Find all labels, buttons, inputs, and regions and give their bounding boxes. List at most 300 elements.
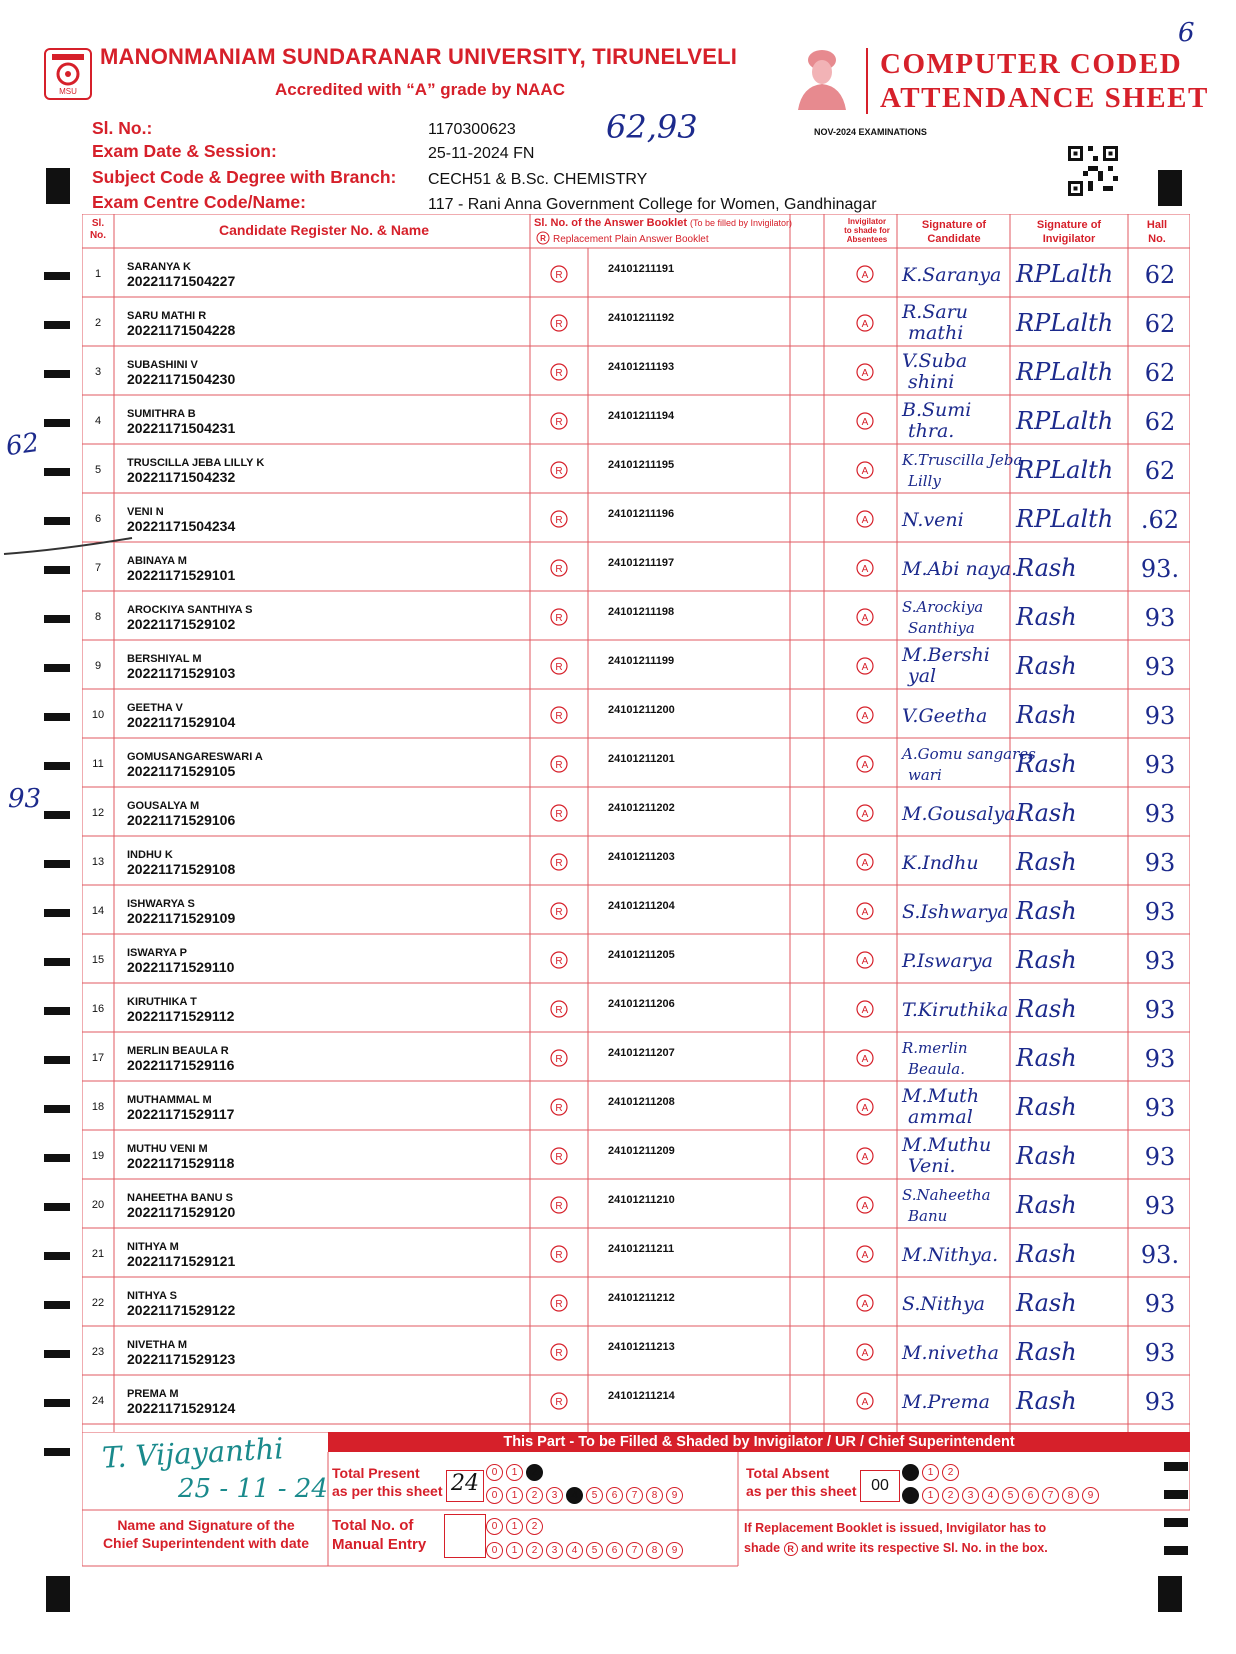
hall-number: 62 <box>1144 310 1176 338</box>
col-header-hall-2: No. <box>1148 233 1166 245</box>
exam-date-value: 25-11-2024 FN <box>428 145 535 162</box>
hall-number: 93 <box>1144 751 1176 779</box>
candidate-signature: K.Saranya <box>902 264 1002 286</box>
absent-bubble[interactable] <box>857 1344 873 1360</box>
replacement-bubble-label: R <box>555 760 563 771</box>
corner-mark-top-right <box>1158 170 1182 206</box>
absent-bubble[interactable] <box>857 707 873 723</box>
absent-bubble[interactable] <box>857 462 873 478</box>
register-number: 20221171529123 <box>127 1351 236 1367</box>
candidate-signature: M.Nithya. <box>902 1244 999 1266</box>
invigilator-signature: Rash <box>1016 554 1077 582</box>
invigilator-signature: RPLalth <box>1016 505 1114 533</box>
timing-mark <box>44 1007 70 1015</box>
replacement-bubble[interactable] <box>551 1295 567 1311</box>
examination-label: NOV-2024 EXAMINATIONS <box>814 127 927 137</box>
candidate-signature: R.Saru <box>902 301 969 323</box>
booklet-number: 24101211196 <box>608 508 675 520</box>
absent-bubble[interactable] <box>857 1295 873 1311</box>
hall-number: 62 <box>1144 408 1176 436</box>
row-sl-no: 10 <box>91 709 105 721</box>
timing-mark <box>44 1301 70 1309</box>
candidate-name: INDHU K <box>127 849 173 861</box>
timing-mark <box>44 1154 70 1162</box>
candidate-name: NITHYA S <box>127 1290 177 1302</box>
table-row <box>92 1186 1175 1225</box>
digit-bubble[interactable]: 0 <box>902 1464 919 1481</box>
replacement-note-text2: and write its respective Sl. No. in the box. <box>801 1541 1048 1555</box>
timing-mark <box>44 1203 70 1211</box>
header-divider <box>866 48 868 114</box>
register-number: 20221171504232 <box>127 469 236 485</box>
invigilator-signature: RPLalth <box>1016 309 1114 337</box>
present-units-bubbles <box>486 1485 686 1504</box>
timing-mark <box>44 811 70 819</box>
digit-bubble[interactable]: 4 <box>566 1487 583 1504</box>
replacement-bubble-label: R <box>555 956 563 967</box>
timing-mark <box>44 1252 70 1260</box>
digit-bubble[interactable]: 2 <box>942 1487 959 1504</box>
founder-portrait <box>792 44 852 110</box>
candidate-signature: M.Prema <box>902 1391 990 1413</box>
replacement-bubble[interactable] <box>551 707 567 723</box>
register-number: 20221171529112 <box>127 1008 235 1024</box>
register-number: 20221171529122 <box>127 1302 236 1318</box>
replacement-bubble-label: R <box>555 319 563 330</box>
candidate-signature: V.Geetha <box>902 705 988 727</box>
replacement-bubble[interactable] <box>551 1197 567 1213</box>
digit-bubble[interactable]: 4 <box>566 1542 583 1559</box>
col-header-sigc-2: Candidate <box>927 233 981 245</box>
timing-mark <box>44 762 70 770</box>
candidate-name: MUTHAMMAL M <box>127 1094 212 1106</box>
digit-bubble[interactable]: 9 <box>666 1542 683 1559</box>
total-present-label: Total Present as per this sheet <box>332 1465 443 1499</box>
absent-bubble-label: A <box>861 809 869 820</box>
timing-mark <box>44 909 70 917</box>
replacement-bubble-label: R <box>555 662 563 673</box>
replacement-bubble[interactable] <box>551 854 567 870</box>
booklet-number: 24101211201 <box>608 753 675 765</box>
invigilator-signature: RPLalth <box>1016 407 1114 435</box>
register-number: 20221171529103 <box>127 665 236 681</box>
digit-bubble[interactable]: 8 <box>646 1487 663 1504</box>
booklet-number: 24101211214 <box>608 1390 675 1402</box>
digit-bubble[interactable]: 0 <box>902 1487 919 1504</box>
candidate-name: SARANYA K <box>127 261 191 273</box>
digit-bubble[interactable]: 8 <box>646 1542 663 1559</box>
absent-bubble[interactable] <box>857 413 873 429</box>
digit-bubble[interactable]: 6 <box>606 1542 623 1559</box>
candidate-name: ABINAYA M <box>127 555 187 567</box>
candidate-name: GEETHA V <box>127 702 183 714</box>
row-sl-no: 4 <box>94 415 102 427</box>
total-absent-label: Total Absent as per this sheet <box>746 1465 857 1499</box>
invigilator-signature: Rash <box>1016 848 1077 876</box>
digit-bubble[interactable]: 2 <box>526 1542 543 1559</box>
digit-bubble[interactable]: 9 <box>666 1487 683 1504</box>
replacement-bubble[interactable] <box>551 315 567 331</box>
absent-bubble-label: A <box>861 1005 869 1016</box>
replacement-bubble-label: R <box>555 1103 563 1114</box>
table-row <box>92 1240 1179 1269</box>
invigilator-signature: Rash <box>1016 1142 1077 1170</box>
digit-bubble[interactable]: 2 <box>526 1518 543 1535</box>
booklet-note: (To be filled by Invigilator) <box>690 218 793 228</box>
logo-text: MSU <box>59 87 77 96</box>
row-sl-no: 5 <box>94 464 102 476</box>
candidate-signature-line2: yal <box>908 665 937 687</box>
absent-bubble[interactable] <box>857 609 873 625</box>
candidate-name: GOUSALYA M <box>127 800 200 812</box>
replacement-bubble[interactable] <box>551 462 567 478</box>
page-number: 6 <box>1178 18 1195 48</box>
digit-bubble[interactable]: 1 <box>922 1464 939 1481</box>
absent-tens-bubbles <box>902 1462 962 1481</box>
absent-bubble[interactable] <box>857 266 873 282</box>
subject-label: Subject Code & Degree with Branch: <box>92 167 397 187</box>
hall-number: 62 <box>1144 261 1176 289</box>
booklet-number: 24101211207 <box>608 1047 675 1059</box>
absent-bubble[interactable] <box>857 903 873 919</box>
table-row <box>95 598 1175 637</box>
booklet-number: 24101211198 <box>608 606 675 618</box>
booklet-number: 24101211209 <box>608 1145 675 1157</box>
invigilator-signature: RPLalth <box>1016 260 1114 288</box>
candidate-signature: K.Indhu <box>902 852 979 874</box>
absent-bubble[interactable] <box>857 315 873 331</box>
replacement-bubble[interactable] <box>551 1050 567 1066</box>
absent-units-bubbles <box>902 1485 1102 1504</box>
col-header-sigi-1: Signature of <box>1036 219 1102 231</box>
timing-mark <box>44 272 70 280</box>
hall-number: 93 <box>1144 1143 1176 1171</box>
booklet-number: 24101211202 <box>608 802 675 814</box>
register-number: 20221171529109 <box>127 910 236 926</box>
candidate-signature: R.merlin <box>902 1039 968 1057</box>
absent-bubble[interactable] <box>857 854 873 870</box>
booklet-number: 24101211213 <box>608 1341 675 1353</box>
row-sl-no: 6 <box>94 513 102 525</box>
replacement-bubble[interactable] <box>551 756 567 772</box>
candidate-signature-line2: Banu <box>908 1207 948 1225</box>
timing-mark <box>44 321 70 329</box>
row-sl-no: 11 <box>92 758 104 770</box>
booklet-number: 24101211211 <box>608 1243 675 1255</box>
digit-bubble[interactable]: 6 <box>1022 1487 1039 1504</box>
absent-bubble[interactable] <box>857 364 873 380</box>
candidate-signature: S.Naheetha <box>902 1186 991 1204</box>
digit-bubble[interactable]: 2 <box>526 1464 543 1481</box>
absent-bubble[interactable] <box>857 1393 873 1409</box>
digit-bubble[interactable]: 3 <box>962 1487 979 1504</box>
candidate-signature: V.Suba <box>902 350 968 372</box>
digit-bubble[interactable]: 1 <box>506 1464 523 1481</box>
digit-bubble[interactable]: 3 <box>546 1542 563 1559</box>
timing-mark <box>44 713 70 721</box>
row-sl-no: 3 <box>94 366 102 378</box>
candidate-name: KIRUTHIKA T <box>127 996 197 1008</box>
margin-note-62: 62 <box>4 427 42 463</box>
attendance-table <box>82 214 1190 1432</box>
digit-bubble[interactable]: 0 <box>486 1487 503 1504</box>
timing-mark <box>44 468 70 476</box>
booklet-number: 24101211206 <box>608 998 675 1010</box>
absent-bubble[interactable] <box>857 1050 873 1066</box>
manual-entry-box <box>444 1514 486 1558</box>
hall-number: 93 <box>1144 604 1176 632</box>
digit-bubble[interactable]: 8 <box>1062 1487 1079 1504</box>
timing-mark <box>44 615 70 623</box>
digit-bubble[interactable]: 1 <box>506 1542 523 1559</box>
digit-bubble[interactable]: 6 <box>606 1487 623 1504</box>
row-sl-no: 9 <box>94 660 102 672</box>
exam-date-label: Exam Date & Session: <box>92 141 277 161</box>
chief-label: Name and Signature of the Chief Superintendent with date <box>102 1517 310 1551</box>
university-logo <box>44 48 92 100</box>
hall-number: 93 <box>1144 1045 1176 1073</box>
table-row <box>95 644 1175 687</box>
replacement-bubble[interactable] <box>551 413 567 429</box>
register-number: 20221171529104 <box>127 714 236 730</box>
candidate-name: MERLIN BEAULA R <box>127 1045 229 1057</box>
col-header-sigc-1: Signature of <box>921 219 987 231</box>
invigilator-signature: Rash <box>1016 1044 1077 1072</box>
digit-bubble[interactable]: 5 <box>586 1487 603 1504</box>
replacement-bubble-label: R <box>555 466 563 477</box>
absent-bubble[interactable] <box>857 805 873 821</box>
register-number: 20221171529124 <box>127 1400 236 1416</box>
col-header-absent-2: to shade for <box>844 226 890 235</box>
replacement-bubble[interactable] <box>551 1148 567 1164</box>
digit-bubble[interactable]: 0 <box>486 1542 503 1559</box>
timing-mark <box>44 1350 70 1358</box>
row-sl-no: 2 <box>94 317 102 329</box>
row-sl-no: 12 <box>91 807 105 819</box>
digit-bubble[interactable]: 1 <box>506 1518 523 1535</box>
hall-number: 93 <box>1144 702 1176 730</box>
invigilator-signature: Rash <box>1016 1338 1077 1366</box>
digit-bubble[interactable]: 5 <box>586 1542 603 1559</box>
col-header-absent-1: Invigilator <box>847 217 887 226</box>
margin-note-93: 93 <box>8 784 42 814</box>
timing-mark <box>44 517 70 525</box>
register-number: 20221171529105 <box>127 763 236 779</box>
digit-bubble[interactable]: 1 <box>922 1487 939 1504</box>
candidate-signature-line2: Veni. <box>908 1155 956 1177</box>
absent-bubble[interactable] <box>857 658 873 674</box>
col-header-sigi-2: Invigilator <box>1042 233 1096 245</box>
digit-bubble[interactable]: 7 <box>626 1542 643 1559</box>
col-header-sl-line1: Sl. <box>91 218 105 229</box>
row-sl-no: 16 <box>91 1003 105 1015</box>
candidate-name: TRUSCILLA JEBA LILLY K <box>127 457 265 469</box>
absent-bubble-label: A <box>861 1103 869 1114</box>
digit-bubble[interactable]: 2 <box>942 1464 959 1481</box>
digit-bubble[interactable]: 9 <box>1082 1487 1099 1504</box>
absent-bubble[interactable] <box>857 1001 873 1017</box>
candidate-signature: K.Truscilla Jeba <box>902 451 1023 469</box>
row-sl-no: 15 <box>91 954 105 966</box>
absent-bubble[interactable] <box>857 560 873 576</box>
absent-bubble-label: A <box>861 858 869 869</box>
col-header-hall-1: Hall <box>1146 219 1168 231</box>
replacement-bubble[interactable] <box>551 1344 567 1360</box>
absent-bubble[interactable] <box>857 756 873 772</box>
invigilator-signature: Rash <box>1016 603 1077 631</box>
replacement-bubble-label: R <box>555 613 563 624</box>
absent-bubble[interactable] <box>857 952 873 968</box>
absent-bubble-label: A <box>861 711 869 722</box>
sheet-title-line1: COMPUTER CODED <box>880 48 1183 80</box>
digit-bubble[interactable]: 7 <box>1042 1487 1059 1504</box>
timing-mark <box>44 1448 70 1456</box>
absent-bubble[interactable] <box>857 1246 873 1262</box>
absent-bubble-label: A <box>861 760 869 771</box>
hall-number: 93 <box>1144 947 1176 975</box>
candidate-name: PREMA M <box>127 1388 179 1400</box>
corner-mark-bottom-right <box>1158 1576 1182 1612</box>
digit-bubble[interactable]: 2 <box>526 1487 543 1504</box>
qr-code <box>1068 146 1118 196</box>
digit-bubble[interactable]: 5 <box>1002 1487 1019 1504</box>
replacement-bubble-label: R <box>555 270 563 281</box>
replacement-bubble[interactable] <box>551 903 567 919</box>
timing-mark <box>44 958 70 966</box>
row-sl-no: 19 <box>91 1150 105 1162</box>
candidate-name: NIVETHA M <box>127 1339 188 1351</box>
replacement-bubble[interactable] <box>551 511 567 527</box>
subject-value: CECH51 & B.Sc. CHEMISTRY <box>428 171 648 188</box>
replacement-bubble[interactable] <box>551 364 567 380</box>
table-row <box>95 301 1175 344</box>
digit-bubble[interactable]: 0 <box>486 1518 503 1535</box>
replacement-bubble[interactable] <box>551 1246 567 1262</box>
invigilator-signature: Rash <box>1016 1387 1077 1415</box>
candidate-signature: S.Arockiya <box>902 598 984 616</box>
absent-bubble[interactable] <box>857 511 873 527</box>
timing-mark <box>44 860 70 868</box>
timing-mark <box>44 419 70 427</box>
replacement-bubble-label: R <box>555 858 563 869</box>
absent-bubble-label: A <box>861 613 869 624</box>
register-number: 20221171529121 <box>127 1253 236 1269</box>
sl-no-label: Sl. No.: <box>92 118 153 138</box>
absent-bubble-label: A <box>861 1201 869 1212</box>
table-row <box>95 505 1179 534</box>
candidate-name: AROCKIYA SANTHIYA S <box>127 604 253 616</box>
total-absent-box <box>860 1470 900 1502</box>
sheet-title-line2: ATTENDANCE SHEET <box>880 82 1209 114</box>
replacement-bubble[interactable] <box>551 609 567 625</box>
timing-mark <box>44 1056 70 1064</box>
row-sl-no: 20 <box>91 1199 105 1211</box>
candidate-name: SUMITHRA B <box>127 408 196 420</box>
candidate-signature-line2: Beaula. <box>908 1060 966 1078</box>
replacement-bubble-label: R <box>555 564 563 575</box>
register-number: 20221171529116 <box>127 1057 235 1073</box>
digit-bubble[interactable]: 3 <box>546 1487 563 1504</box>
table-row <box>92 897 1175 926</box>
replacement-bubble[interactable] <box>551 1001 567 1017</box>
register-number: 20221171529108 <box>127 861 236 877</box>
row-sl-no: 17 <box>91 1052 105 1064</box>
booklet-number: 24101211193 <box>608 361 675 373</box>
candidate-signature: M.Gousalya <box>902 803 1016 825</box>
invigilator-signature: RPLalth <box>1016 456 1114 484</box>
candidate-signature: B.Sumi <box>902 399 972 421</box>
absent-bubble[interactable] <box>857 1148 873 1164</box>
register-number: 20221171529118 <box>127 1155 235 1171</box>
absent-bubble[interactable] <box>857 1099 873 1115</box>
candidate-signature: M.Muth <box>902 1085 980 1107</box>
replacement-bubble[interactable] <box>551 1393 567 1409</box>
timing-mark <box>44 664 70 672</box>
replacement-bubble-label: R <box>555 1299 563 1310</box>
manual-entry-label: Total No. of Manual Entry <box>332 1517 427 1553</box>
row-sl-no: 18 <box>91 1101 105 1113</box>
replacement-bubble-label: R <box>555 1054 563 1065</box>
absent-bubble-label: A <box>861 417 869 428</box>
table-row <box>92 799 1175 828</box>
hall-number: 93 <box>1144 653 1176 681</box>
table-row <box>95 350 1175 393</box>
row-sl-no: 1 <box>94 268 102 280</box>
invigilator-signature: Rash <box>1016 1240 1077 1268</box>
corner-mark-bottom-left <box>46 1576 70 1612</box>
register-number: 20221171529101 <box>127 567 236 583</box>
candidate-signature-line2: mathi <box>908 322 964 344</box>
candidate-signature: M.Muthu <box>902 1134 992 1156</box>
replacement-bubble[interactable] <box>551 560 567 576</box>
absent-bubble-label: A <box>861 907 869 918</box>
candidate-name: SUBASHINI V <box>127 359 198 371</box>
booklet-number: 24101211204 <box>608 900 675 912</box>
replacement-bubble[interactable] <box>551 266 567 282</box>
candidate-signature-line2: Lilly <box>908 472 941 490</box>
replacement-note <box>744 1518 1048 1558</box>
manual-units-bubbles <box>486 1540 686 1559</box>
absent-bubble[interactable] <box>857 1197 873 1213</box>
absent-bubble-label: A <box>861 1250 869 1261</box>
table-row <box>95 451 1175 490</box>
row-sl-no: 8 <box>94 611 102 623</box>
col-header-candidate: Candidate Register No. & Name <box>218 222 430 238</box>
hall-number: 93 <box>1144 1094 1176 1122</box>
absent-bubble-label: A <box>861 270 869 281</box>
digit-bubble[interactable]: 0 <box>486 1464 503 1481</box>
replacement-bubble[interactable] <box>551 658 567 674</box>
register-number: 20221171529102 <box>127 616 236 632</box>
replacement-bubble[interactable] <box>551 1099 567 1115</box>
candidate-name: BERSHIYAL M <box>127 653 202 665</box>
digit-bubble[interactable]: 1 <box>506 1487 523 1504</box>
total-present-box <box>446 1470 484 1502</box>
candidate-signature: S.Ishwarya <box>902 901 1009 923</box>
candidate-signature: A.Gomu sangares <box>902 745 1036 763</box>
replacement-bubble[interactable] <box>551 805 567 821</box>
digit-bubble[interactable]: 4 <box>982 1487 999 1504</box>
replacement-bubble[interactable] <box>551 952 567 968</box>
chief-date: 25 - 11 - 24 <box>178 1474 328 1504</box>
digit-bubble[interactable]: 7 <box>626 1487 643 1504</box>
invigilator-signature: Rash <box>1016 1093 1077 1121</box>
hall-number: 93 <box>1144 898 1176 926</box>
candidate-signature: S.Nithya <box>902 1293 986 1315</box>
hall-number: 93 <box>1144 1290 1176 1318</box>
row-sl-no: 14 <box>91 905 105 917</box>
total-present-value: 24 <box>451 1471 479 1496</box>
